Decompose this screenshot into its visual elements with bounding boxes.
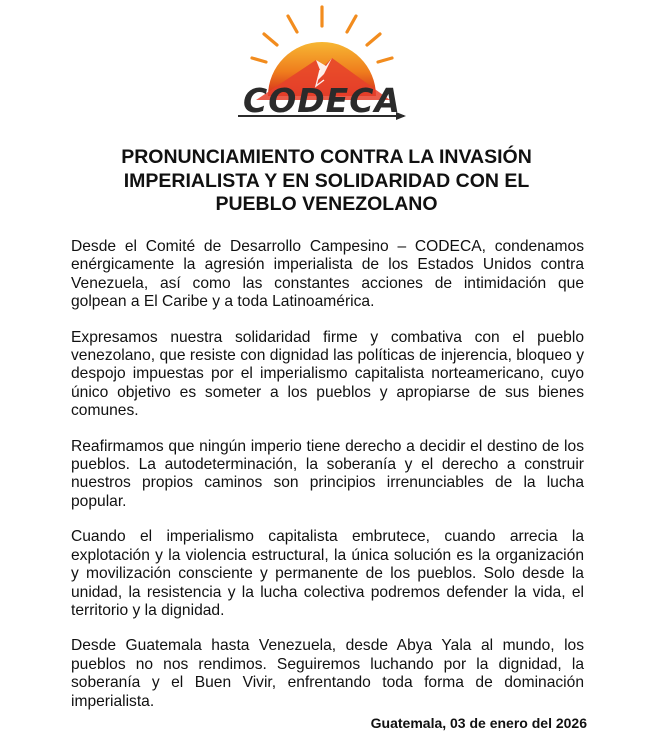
paragraph-3: Reafirmamos que ningún imperio tiene derecho a decidir el destino de los pueblos. La autodeterminación, la soberanía y el derecho a construir nuestros propios caminos son principios irrenunciables de la lucha popular. — [71, 437, 584, 510]
paragraph-2: Expresamos nuestra solidaridad firme y combativa con el pueblo venezolano, que resiste con dignidad las políticas de injerencia, bloqueo y despojo impuestas por el imperialismo capitalista norteamericano, cuyo único objetivo es someter a los pueblos y apropiarse de sus bienes comunes. — [71, 328, 584, 420]
dateline: Guatemala, 03 de enero del 2026 — [370, 715, 587, 731]
logo-text: CODECA — [243, 81, 401, 120]
title-line-1: PRONUNCIAMIENTO CONTRA LA INVASIÓN — [121, 146, 532, 168]
title-line-2: IMPERIALISTA Y EN SOLIDARIDAD CON EL — [123, 169, 530, 192]
document-body — [71, 238, 584, 728]
paragraph-5: Desde Guatemala hasta Venezuela, desde Abya Yala al mundo, los pueblos no nos rendimos. Seguiremos luchando por la dignidad, la soberanía y el Buen Vivir, enfrentando toda forma de dominación imperialista. — [71, 637, 584, 710]
codeca-logo-graphic — [232, 4, 412, 128]
codeca-logo — [232, 4, 412, 128]
document-title — [60, 146, 593, 217]
paragraph-4: Cuando el imperialismo capitalista embrutece, cuando arrecia la explotación y la violencia estructural, la única solución es la organización y movilización consciente y permanente de los pueblos. Solo desde la unidad, la resistencia y la lucha colectiva podremos defender la vida, el territorio y la dignidad. — [71, 528, 584, 619]
paragraph-1: Desde el Comité de Desarrollo Campesino – CODECA, condenamos enérgicamente la agresión imperialista de los Estados Unidos contra Venezuela, así como las constantes acciones de intimidación que golpean a El Caribe y a toda Latinoamérica. — [71, 238, 584, 311]
title-line-3: PUEBLO VENEZOLANO — [215, 193, 438, 215]
